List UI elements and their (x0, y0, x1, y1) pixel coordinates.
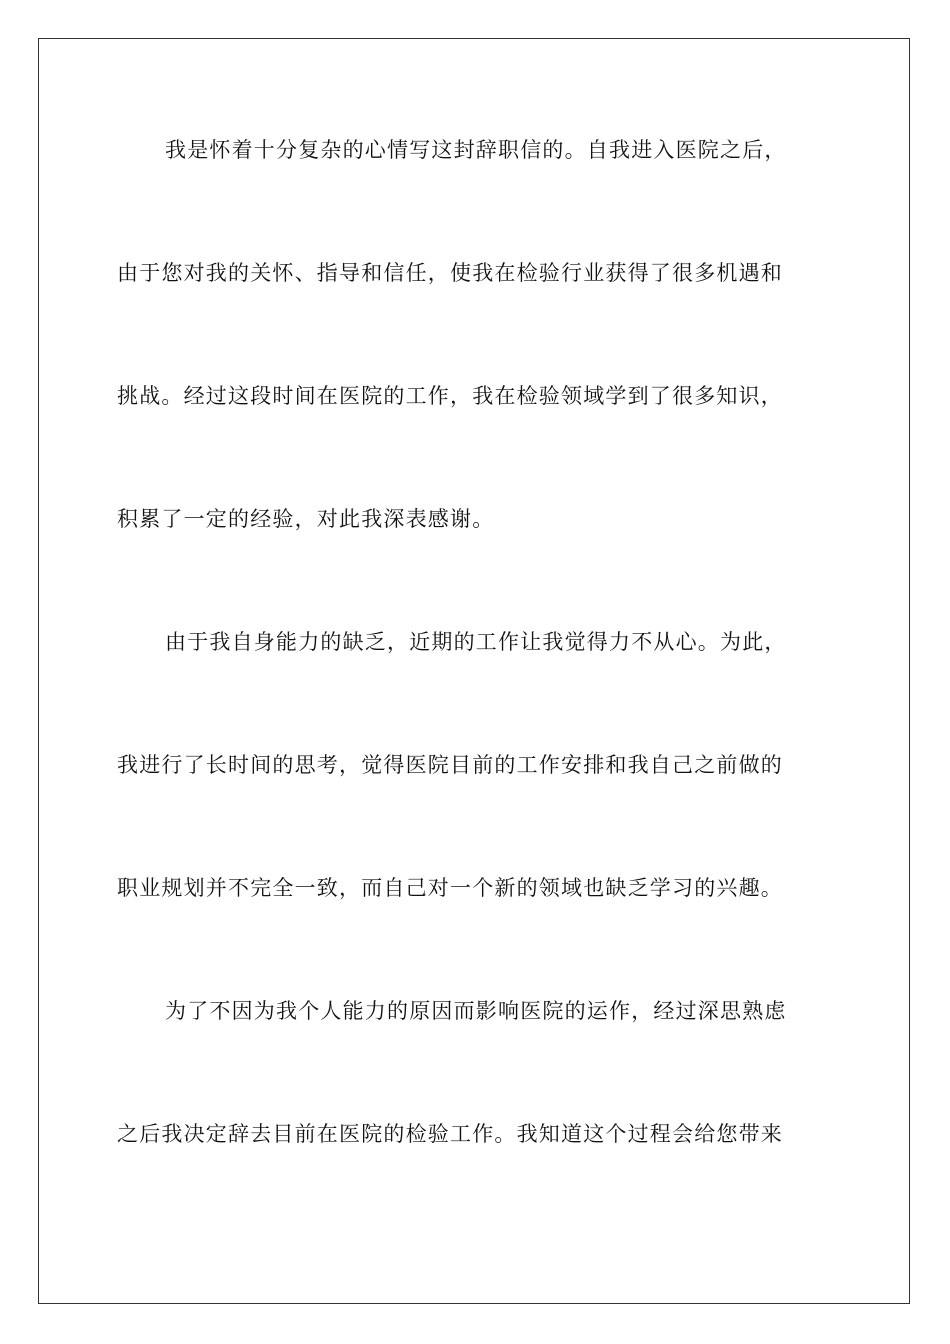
text-line-9: 之后我决定辞去目前在医院的检验工作。我知道这个过程会给您带来 (117, 1122, 783, 1146)
text-line-3: 挑战。经过这段时间在医院的工作，我在检验领域学到了很多知识， (117, 384, 783, 408)
page-frame (38, 38, 910, 1304)
text-line-5: 由于我自身能力的缺乏，近期的工作让我觉得力不从心。为此， (165, 630, 787, 654)
text-line-7: 职业规划并不完全一致，而自己对一个新的领域也缺乏学习的兴趣。 (117, 876, 783, 900)
text-line-6: 我进行了长时间的思考，觉得医院目前的工作安排和我自己之前做的 (117, 753, 783, 777)
text-line-1: 我是怀着十分复杂的心情写这封辞职信的。自我进入医院之后， (165, 138, 787, 162)
text-line-4: 积累了一定的经验，对此我深表感谢。 (117, 507, 495, 531)
text-line-2: 由于您对我的关怀、指导和信任，使我在检验行业获得了很多机遇和 (117, 261, 783, 285)
text-line-8: 为了不因为我个人能力的原因而影响医院的运作，经过深思熟虑 (165, 999, 787, 1023)
